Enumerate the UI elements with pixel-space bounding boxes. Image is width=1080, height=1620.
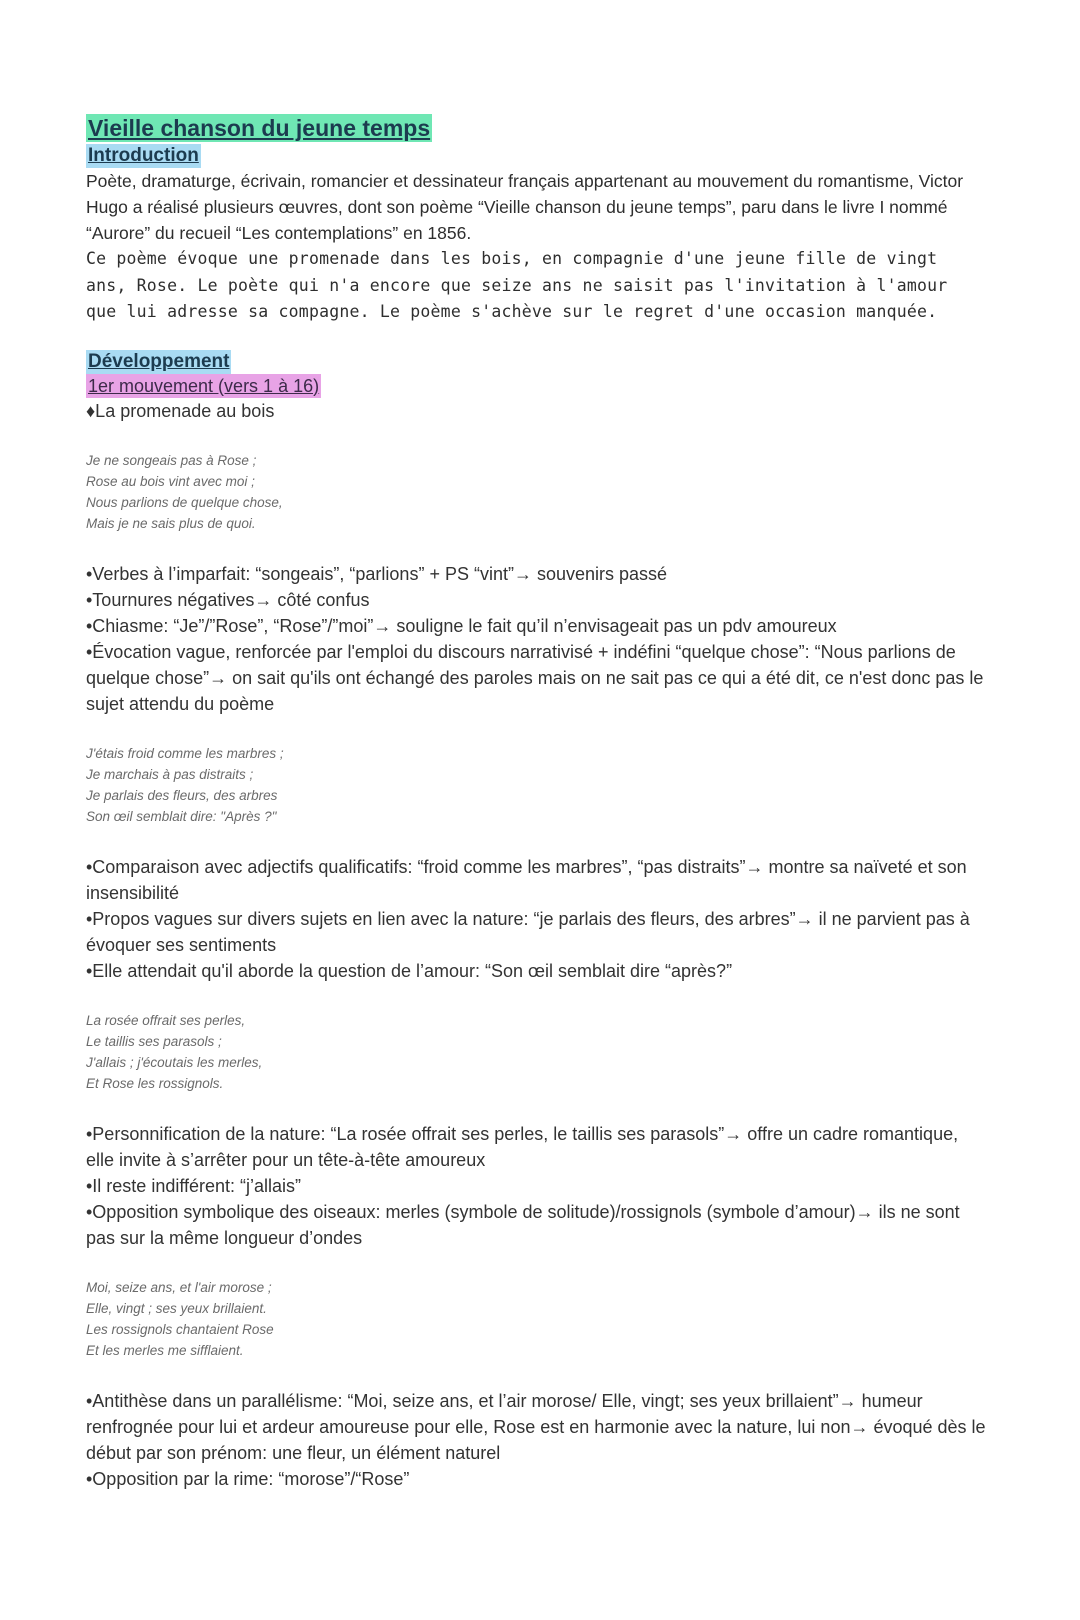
document-page — [86, 114, 986, 1492]
verse-line: J'étais froid comme les marbres ; — [86, 745, 284, 761]
analysis-note: •Antithèse dans un parallélisme: “Moi, seize ans, et l’air morose/ Elle, vingt; ses yeux brillaient”→ humeur renfrognée pour lui et ardeur amoureuse pour elle, Rose est en harmonie avec la nature, lui non→ évoqué dès le début par son prénom: une fleur, un élément naturel — [86, 1390, 986, 1463]
stanza-3-verses — [86, 1010, 986, 1094]
movement-1-subtitle: ♦La promenade au bois — [86, 400, 275, 421]
verse-line: Mais je ne sais plus de quoi. — [86, 515, 256, 531]
stanza-1-notes — [86, 561, 986, 717]
stanza-2-verses — [86, 743, 986, 827]
verse-line: Rose au bois vint avec moi ; — [86, 473, 255, 489]
analysis-note: •Comparaison avec adjectifs qualificatifs: “froid comme les marbres”, “pas distraits”→ montre sa naïveté et son insensibilité — [86, 856, 967, 903]
stanza-3-notes — [86, 1121, 986, 1251]
stanza-1-verses — [86, 450, 986, 534]
introduction-heading: Introduction — [88, 145, 199, 166]
analysis-note: •Tournures négatives→ côté confus — [86, 589, 370, 610]
verse-line: Elle, vingt ; ses yeux brillaient. — [86, 1300, 267, 1316]
verse-line: Le taillis ses parasols ; — [86, 1033, 222, 1049]
analysis-note: •Propos vagues sur divers sujets en lien avec la nature: “je parlais des fleurs, des arbres”→ il ne parvient pas à évoquer ses sentiments — [86, 908, 970, 955]
analysis-note: •Opposition symbolique des oiseaux: merles (symbole de solitude)/rossignols (symbole d’amour)→ ils ne sont pas sur la même longueur d’ondes — [86, 1201, 960, 1248]
verse-line: Moi, seize ans, et l'air morose ; — [86, 1279, 272, 1295]
analysis-note: •Verbes à l’imparfait: “songeais”, “parlions” + PS “vint”→ souvenirs passé — [86, 563, 668, 584]
analysis-note: •Personnification de la nature: “La rosée offrait ses perles, le taillis ses parasols”→ offre un cadre romantique, elle invite à s’arrêter pour un tête-à-tête amoureux — [86, 1123, 959, 1170]
verse-line: Je parlais des fleurs, des arbres — [86, 787, 278, 803]
movement-1-heading: 1er mouvement (vers 1 à 16) — [88, 375, 320, 396]
analysis-note: •Il reste indifférent: “j’allais” — [86, 1175, 302, 1196]
verse-line: Les rossignols chantaient Rose — [86, 1321, 274, 1337]
introduction-paragraph-1: Poète, dramaturge, écrivain, romancier et dessinateur français appartenant au mouvement du romantisme, Victor Hugo a réalisé plusieurs œuvres, dont son poème “Vieille chanson du jeune temps”, paru dans le livre I nommé “Aurore” du recueil “Les contemplations” en 1856. — [86, 171, 964, 243]
analysis-note: •Évocation vague, renforcée par l'emploi du discours narrativisé + indéfini “quelque chose”: “Nous parlions de quelque chose”→ on sait qu'ils ont échangé des paroles mais on ne sait pas ce qui a été dit, ce n'est donc pas le sujet attendu du poème — [86, 641, 984, 714]
verse-line: Nous parlions de quelque chose, — [86, 494, 283, 510]
verse-line: Je marchais à pas distraits ; — [86, 766, 254, 782]
stanza-2-notes — [86, 854, 986, 984]
development-heading: Développement — [88, 350, 230, 372]
verse-line: Et les merles me sifflaient. — [86, 1342, 244, 1358]
verse-line: La rosée offrait ses perles, — [86, 1012, 246, 1028]
stanza-4-verses — [86, 1277, 986, 1361]
verse-line: Je ne songeais pas à Rose ; — [86, 452, 257, 468]
analysis-note: •Chiasme: “Je”/”Rose”, “Rose”/”moi”→ souligne le fait qu’il n’envisageait pas un pdv amoureux — [86, 615, 837, 636]
stanza-4-notes — [86, 1388, 986, 1492]
analysis-note: •Elle attendait qu'il aborde la question de l’amour: “Son œil semblait dire “après?” — [86, 960, 733, 981]
verse-line: Son œil semblait dire: "Après ?" — [86, 808, 277, 824]
document-title: Vieille chanson du jeune temps — [88, 115, 431, 141]
introduction-paragraph-2: Ce poème évoque une promenade dans les bois, en compagnie d'une jeune fille de vingt ans, Rose. Le poète qui n'a encore que seize ans ne saisit pas l'invitation à l'amour que lui adresse sa compagne. Le poème s'achève sur le regret d'une occasion manquée. — [86, 249, 948, 321]
analysis-note: •Opposition par la rime: “morose”/“Rose” — [86, 1468, 410, 1489]
verse-line: J'allais ; j'écoutais les merles, — [86, 1054, 263, 1070]
verse-line: Et Rose les rossignols. — [86, 1075, 224, 1091]
